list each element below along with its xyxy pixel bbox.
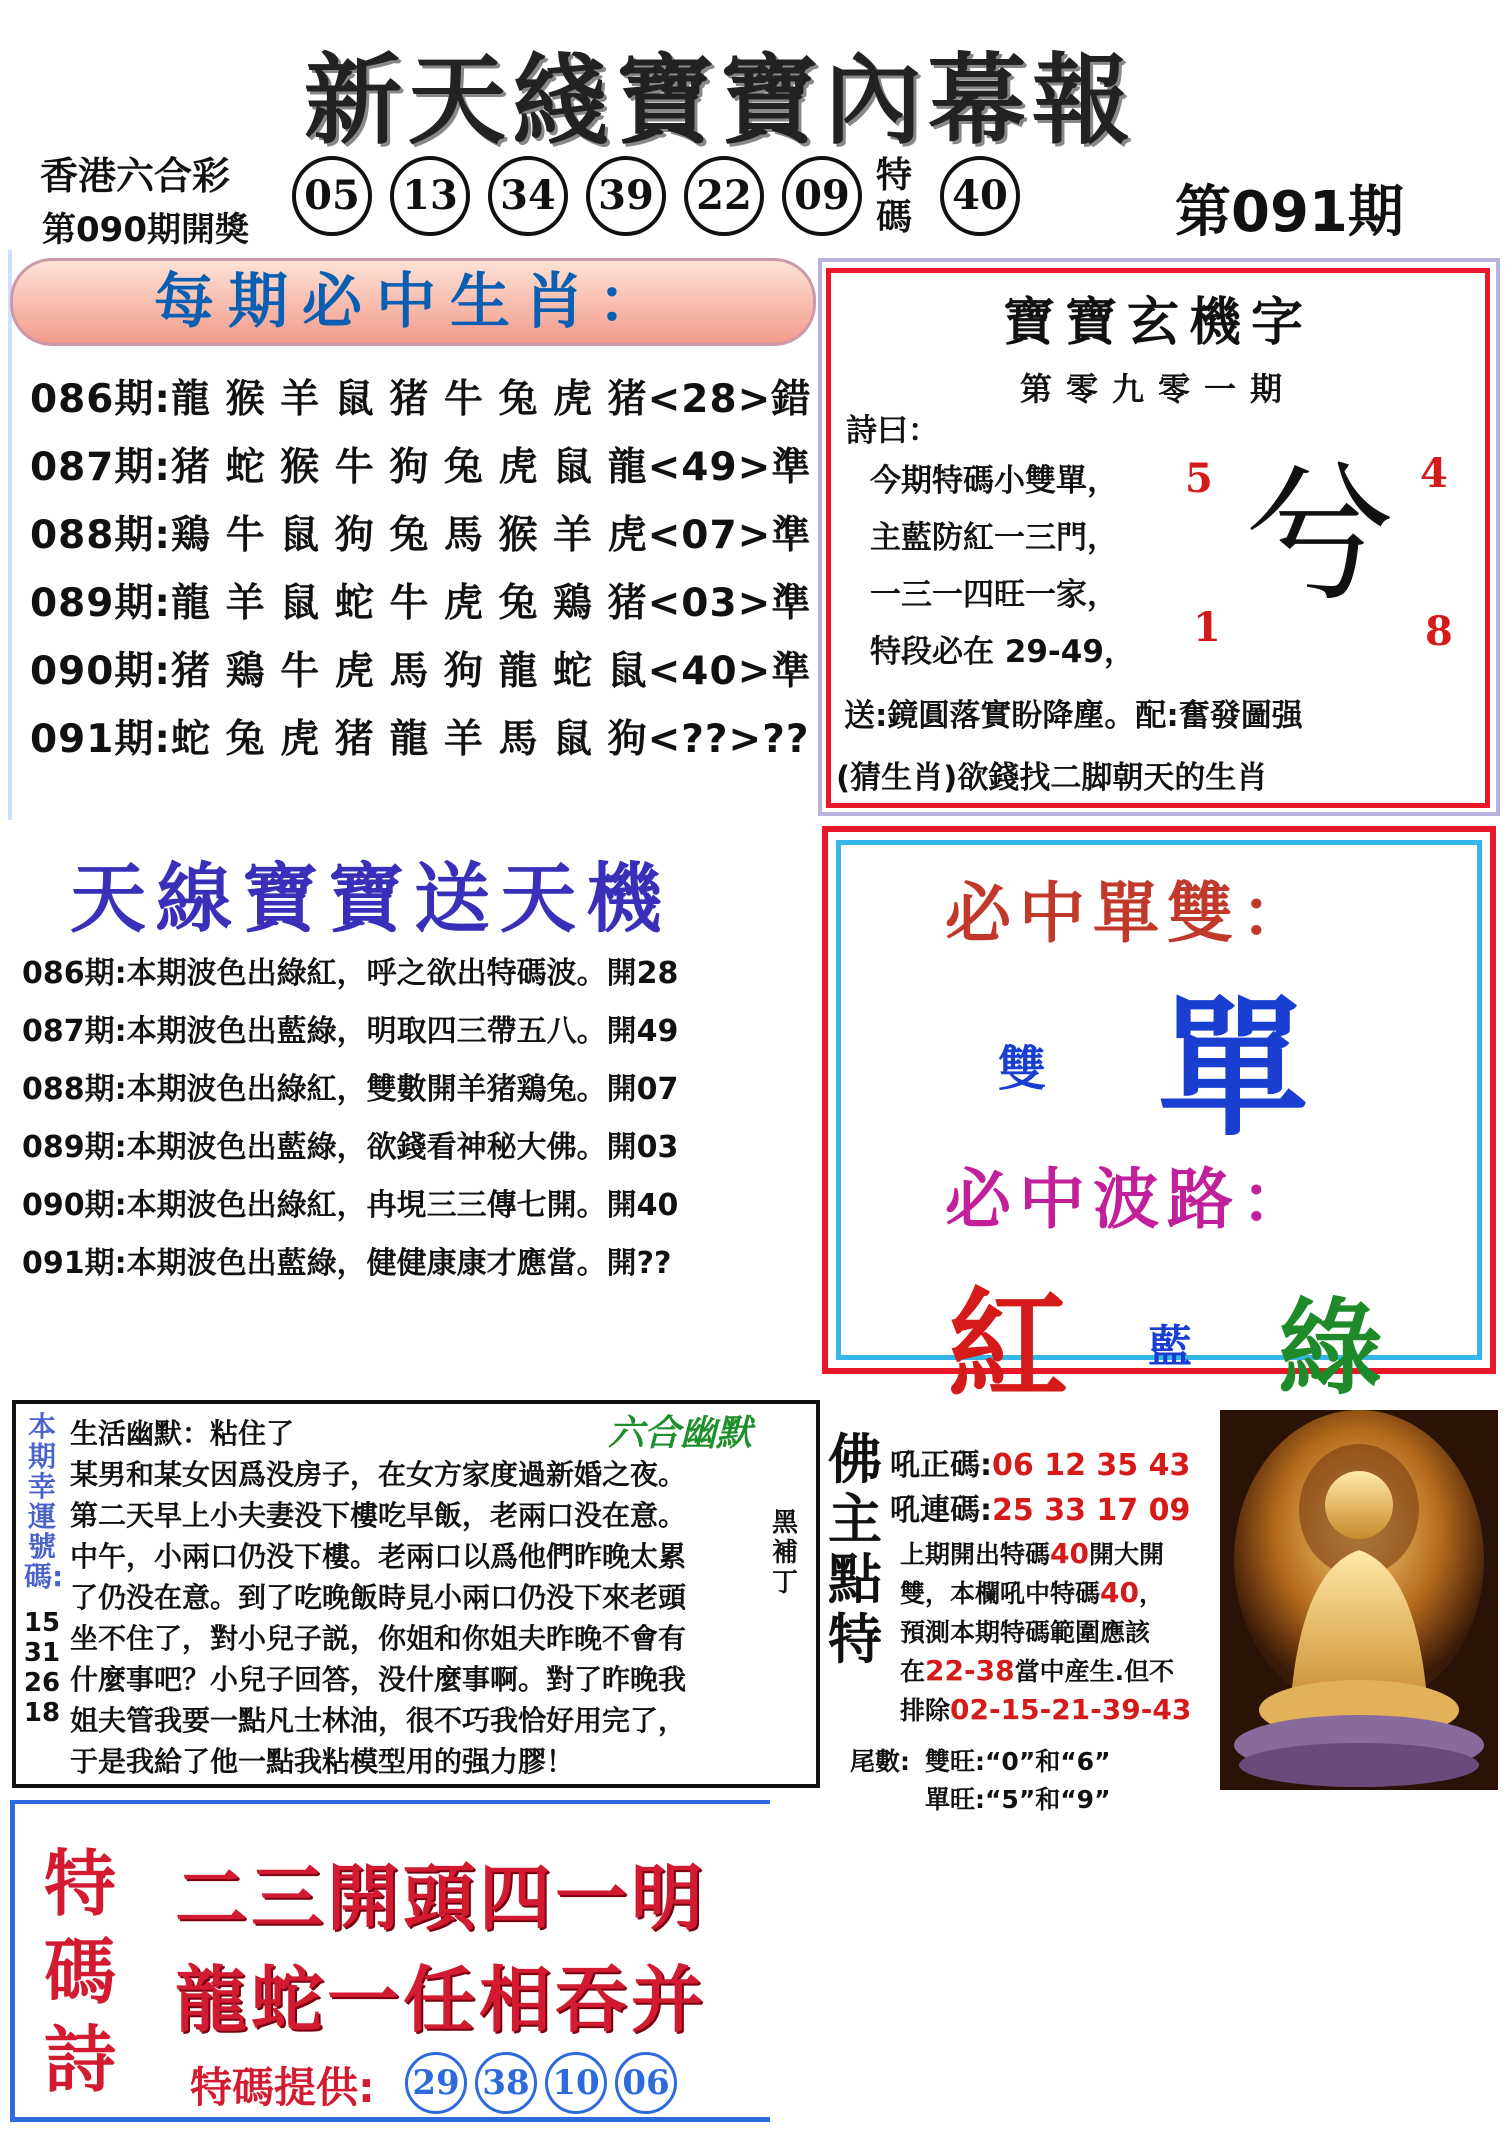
- black-patch-label: 黑補丁: [771, 1508, 798, 1598]
- draw-number: 39: [586, 156, 666, 236]
- zodiac-row: 086期:龍 猴 羊 鼠 猪 牛 兔 虎 猪<28>錯: [30, 377, 812, 422]
- zheng-row: [890, 1440, 1190, 1484]
- zodiac-row: 088期:鶏 牛 鼠 狗 兔 馬 猴 羊 虎<07>準: [30, 513, 812, 558]
- tianji-row: 091期:本期波色出藍綠，健健康康才應當。開??: [22, 1246, 672, 1281]
- note-number: 22-38: [925, 1654, 1015, 1687]
- poem-side-label: 特碼詩: [43, 1842, 116, 2102]
- poem-line: 一三一四旺一家，: [870, 577, 1118, 613]
- story-line: 了仍没在意。到了吃晚飯時見小兩口仍没下來老頭: [70, 1581, 687, 1614]
- lucky-numbers: 15 31 26 18: [23, 1608, 61, 1728]
- tianji-row: 086期:本期波色出綠紅，呼之欲出特碼波。開28: [22, 956, 679, 991]
- note-number: 02-15-21-39-43: [950, 1693, 1192, 1726]
- story-line: 第二天早上小夫妻没下樓吃早飯，老兩口没在意。: [70, 1499, 687, 1532]
- tail-odd: 單旺:“5”和“9”: [925, 1785, 1111, 1814]
- secret-subtitle: 第零九零一期: [1019, 370, 1296, 408]
- tianji-row: 087期:本期波色出藍綠，明取四三帶五八。開49: [22, 1014, 679, 1049]
- odd-even-label: 必中單雙：: [945, 874, 1315, 952]
- poem-line: 今期特碼小雙單，: [870, 463, 1118, 499]
- blue-wave-text: 藍: [1148, 1321, 1192, 1372]
- draw-number: 09: [782, 156, 862, 236]
- tianji-row: 088期:本期波色出綠紅，雙數開羊猪鶏兔。開07: [22, 1072, 679, 1107]
- story-line: 什麼事吧？小兒子回答，没什麼事啊。對了昨晚我: [70, 1663, 687, 1696]
- tianji-title: 天線寶寶送天機: [70, 854, 672, 943]
- provide-label: 特碼提供:: [190, 2063, 375, 2112]
- corner-number: 4: [1420, 450, 1448, 497]
- corner-number: 5: [1185, 455, 1213, 502]
- draw-number: 05: [292, 156, 372, 236]
- poem-line: 二三開頭四一明: [175, 1856, 708, 1940]
- zodiac-row: 087期:猪 蛇 猴 牛 狗 兔 虎 鼠 龍<49>準: [30, 445, 812, 490]
- story-line: 于是我給了他一點我粘模型用的强力膠！: [70, 1745, 575, 1778]
- lian-label: 吼連碼:: [890, 1493, 992, 1528]
- draw-number: 34: [488, 156, 568, 236]
- tail-even: 雙旺:“0”和“6”: [925, 1747, 1111, 1776]
- story-line: 坐不住了，對小兒子説，你姐和你姐夫昨晚不會有: [70, 1622, 687, 1655]
- story-line: 生活幽默：粘住了: [70, 1417, 295, 1450]
- zodiac-row: 091期:蛇 兔 虎 猪 龍 羊 馬 鼠 狗<??>??: [30, 717, 810, 762]
- story-line: 某男和某女因爲没房子，在女方家度過新婚之夜。: [70, 1458, 687, 1491]
- even-text: 雙: [998, 1041, 1047, 1097]
- secret-title: 寶寶玄機字: [1002, 293, 1313, 353]
- poem-line: 龍蛇一任相吞并: [175, 1958, 708, 2042]
- tail-label: 尾數:: [850, 1747, 910, 1776]
- secret-character: 兮: [1245, 448, 1396, 622]
- lian-numbers: 25 33 17 09: [992, 1493, 1191, 1528]
- lucky-label: 本期幸運號碼:: [24, 1410, 64, 1593]
- red-wave-text: 紅: [948, 1275, 1068, 1416]
- note-text: 雙，本欄吼中特碼: [900, 1579, 1101, 1608]
- poem-line: 特段必在 29-49，: [870, 634, 1135, 670]
- note-text: 當中産生.但不: [1014, 1657, 1175, 1686]
- tianji-row: 089期:本期波色出藍綠，欲錢看神秘大佛。開03: [22, 1130, 679, 1165]
- gift-line: 送:鏡圓落實盼降塵。配:奮發圖强: [844, 698, 1303, 734]
- buddha-note: [900, 1652, 1174, 1688]
- draw-label: 第090期開獎: [42, 210, 249, 250]
- humor-tag: 六合幽默: [608, 1413, 753, 1454]
- poem-label: 詩曰：: [846, 413, 939, 449]
- zheng-label: 吼正碼:: [890, 1448, 992, 1483]
- note-number: 40: [1100, 1576, 1139, 1609]
- note-text: 在: [900, 1657, 926, 1686]
- buddha-image: [1220, 1410, 1498, 1790]
- buddha-note: [900, 1691, 1191, 1727]
- lottery-name: 香港六合彩: [40, 154, 231, 198]
- zodiac-row: 089期:龍 羊 鼠 蛇 牛 虎 兔 鶏 猪<03>準: [30, 581, 812, 626]
- corner-number: 8: [1425, 608, 1453, 655]
- wave-label: 必中波路：: [945, 1160, 1315, 1238]
- tianji-row: 090期:本期波色出綠紅，冉垷三三傳七開。開40: [22, 1188, 679, 1223]
- story-line: 姐夫管我要一點凡士林油，很不巧我恰好用完了，: [70, 1704, 687, 1737]
- guess-line: (猜生肖)欲錢找二脚朝天的生肖: [836, 760, 1268, 796]
- provide-number: 29: [405, 2052, 467, 2114]
- zheng-numbers: 06 12 35 43: [992, 1448, 1191, 1483]
- green-wave-text: 綠: [1278, 1286, 1383, 1409]
- note-text: 開大開: [1088, 1540, 1164, 1569]
- story-line: 中午，小兩口仍没下樓。老兩口以爲他們昨晚太累: [70, 1540, 687, 1573]
- issue-period: 第091期: [1175, 180, 1404, 245]
- draw-number: 13: [390, 156, 470, 236]
- zodiac-title-banner: [10, 258, 816, 346]
- buddha-note: [900, 1535, 1164, 1571]
- provide-number: 06: [615, 2052, 677, 2114]
- buddha-note: 預測本期特碼範圍應該: [900, 1618, 1151, 1647]
- draw-number: 22: [684, 156, 764, 236]
- lian-row: [890, 1485, 1190, 1529]
- odd-text: 單: [1158, 981, 1309, 1157]
- buddha-title: 佛主點特: [828, 1428, 882, 1671]
- buddha-note: [900, 1574, 1164, 1610]
- zodiac-row: 090期:猪 鶏 牛 虎 馬 狗 龍 蛇 鼠<40>準: [30, 649, 812, 694]
- corner-number: 1: [1193, 604, 1221, 651]
- provide-number: 38: [475, 2052, 537, 2114]
- zodiac-title: 每期必中生肖：: [154, 267, 672, 337]
- provide-number: 10: [545, 2052, 607, 2114]
- special-label: 特碼: [876, 155, 913, 238]
- note-text: 排除: [900, 1696, 951, 1725]
- special-number: 40: [940, 156, 1020, 236]
- note-text: ，: [1138, 1579, 1164, 1608]
- note-text: 上期開出特碼: [900, 1540, 1051, 1569]
- note-number: 40: [1050, 1537, 1089, 1570]
- poem-line: 主藍防紅一三門，: [870, 520, 1118, 556]
- page-title: 新天綫寶寶內幕報: [303, 44, 1136, 158]
